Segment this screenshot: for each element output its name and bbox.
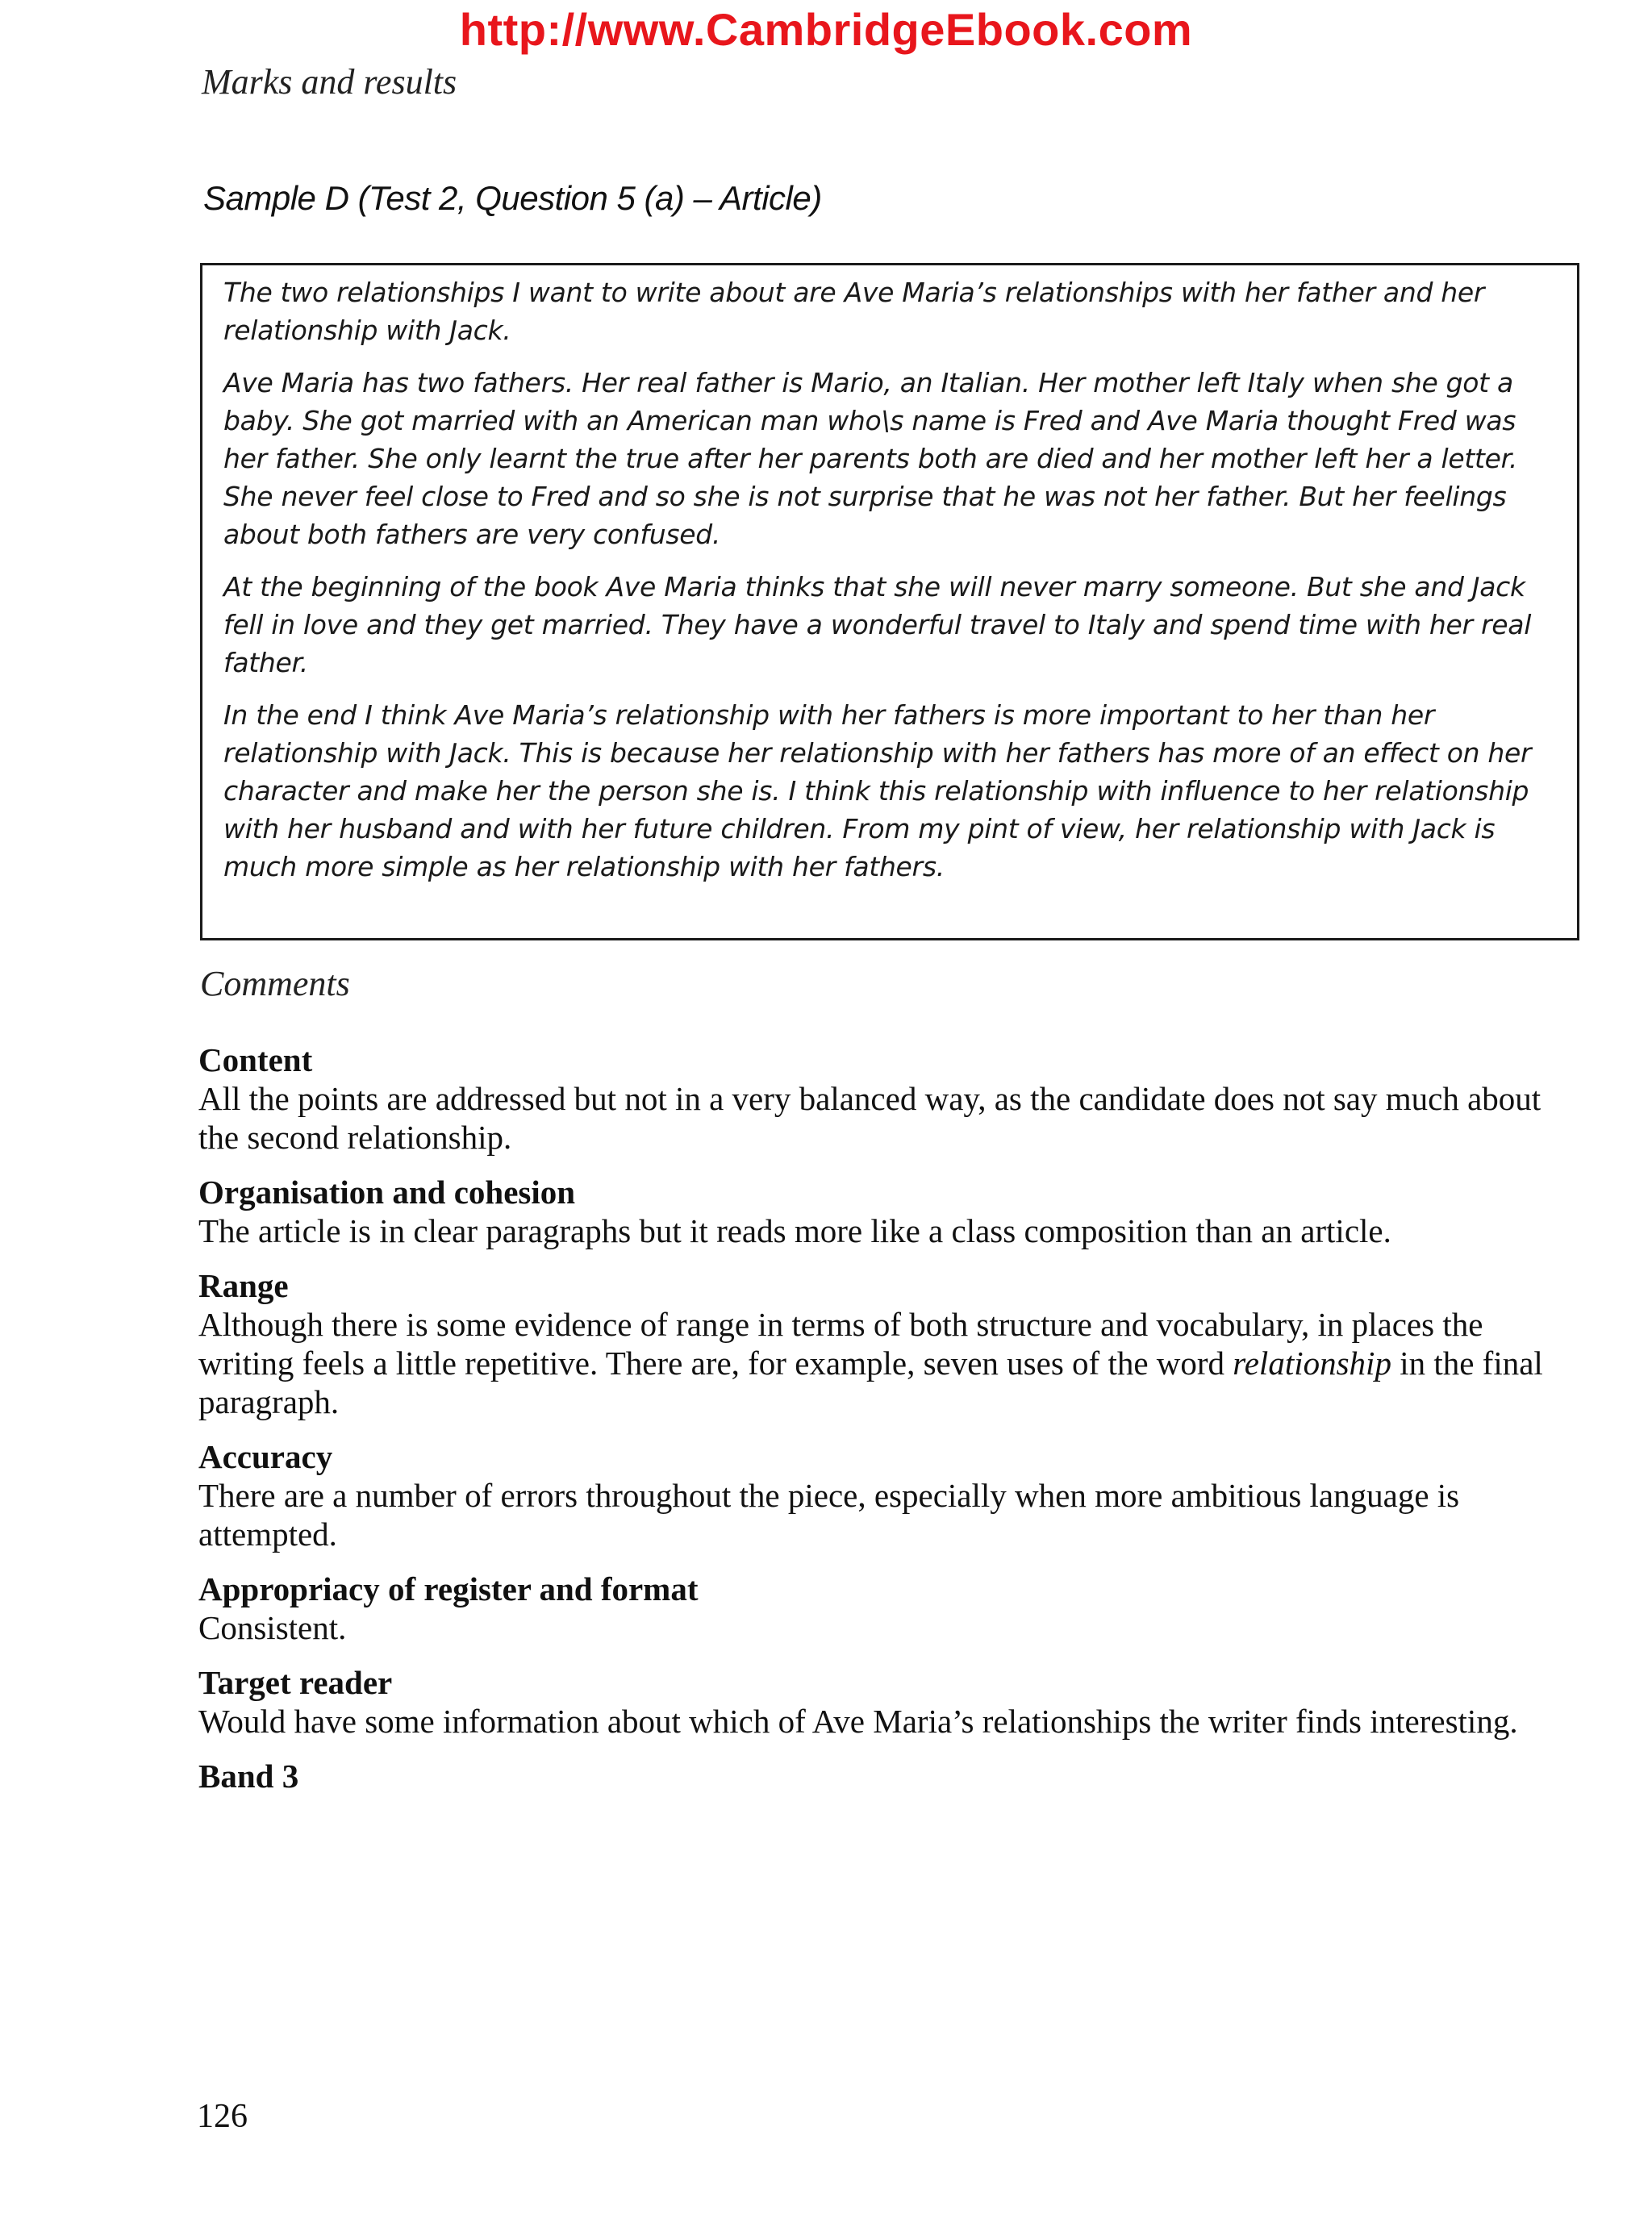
- comments-section: [198, 1040, 1586, 1795]
- comment-label: Target reader: [198, 1664, 393, 1701]
- answer-paragraph: Ave Maria has two fathers. Her real father is Mario, an Italian. Her mother left Italy when she got a baby. She got married with an American man who\s name is Fred and Ave Maria thought Fred was her father. She only learnt the true after her parents both are died and her mother left her a letter. She never feel close to Fred and so she is not surprise that he was not her father. But her feelings about both fathers are very confused.: [223, 367, 1518, 550]
- comment-organisation: [198, 1173, 1586, 1250]
- running-head: Marks and results: [202, 62, 457, 102]
- sample-title: Sample D (Test 2, Question 5 (a) – Article): [203, 179, 822, 217]
- watermark-url: http://www.CambridgeEbook.com: [459, 4, 1193, 55]
- comment-label: Accuracy: [198, 1438, 333, 1475]
- comment-accuracy: [198, 1437, 1586, 1553]
- comment-label: Range: [198, 1267, 289, 1304]
- range-text-after: in the final paragraph.: [198, 1345, 1543, 1420]
- comment-label: Content: [198, 1041, 313, 1078]
- page-number: 126: [197, 2098, 248, 2135]
- comment-label: Appropriacy of register and format: [198, 1570, 699, 1607]
- range-text-emphasis: relationship: [1233, 1345, 1391, 1382]
- comment-range: [198, 1266, 1586, 1421]
- comment-text: [198, 1305, 1586, 1421]
- comment-text: All the points are addressed but not in a very balanced way, as the candidate does not say much about the second relationship.: [198, 1080, 1541, 1156]
- comment-text: The article is in clear paragraphs but it reads more like a class composition than an article.: [198, 1212, 1391, 1249]
- answer-paragraph: At the beginning of the book Ave Maria thinks that she will never marry someone. But she and Jack fell in love and they get married. They have a wonderful travel to Italy and spend time with her real father.: [223, 571, 1532, 678]
- answer-paragraph: The two relationships I want to write about are Ave Maria’s relationships with her father and her relationship with Jack.: [223, 277, 1485, 346]
- comments-heading: Comments: [200, 964, 350, 1003]
- comment-register: [198, 1570, 1586, 1647]
- range-text-before: Although there is some evidence of range in terms of both structure and vocabulary, in places the writing feels a little repetitive. There are, for example, seven uses of the word: [198, 1306, 1483, 1382]
- comment-text: There are a number of errors throughout the piece, especially when more ambitious language is attempted.: [198, 1477, 1460, 1553]
- comment-text: Consistent.: [198, 1609, 347, 1646]
- answer-paragraph: In the end I think Ave Maria’s relationship with her fathers is more important to her than her relationship with Jack. This is because her relationship with her fathers has more of an effect on her character and make her the person she is. I think this relationship with influence to her relationship with her husband and with her future children. From my pint of view, her relationship with Jack is much more simple as her relationship with her fathers.: [223, 699, 1532, 882]
- candidate-answer-box: [200, 263, 1579, 940]
- comment-content: [198, 1040, 1586, 1157]
- comment-label: Organisation and cohesion: [198, 1174, 576, 1211]
- comment-target-reader: [198, 1663, 1586, 1741]
- comment-text: Would have some information about which of Ave Maria’s relationships the writer finds interesting.: [198, 1703, 1518, 1740]
- band-score: Band 3: [198, 1758, 299, 1795]
